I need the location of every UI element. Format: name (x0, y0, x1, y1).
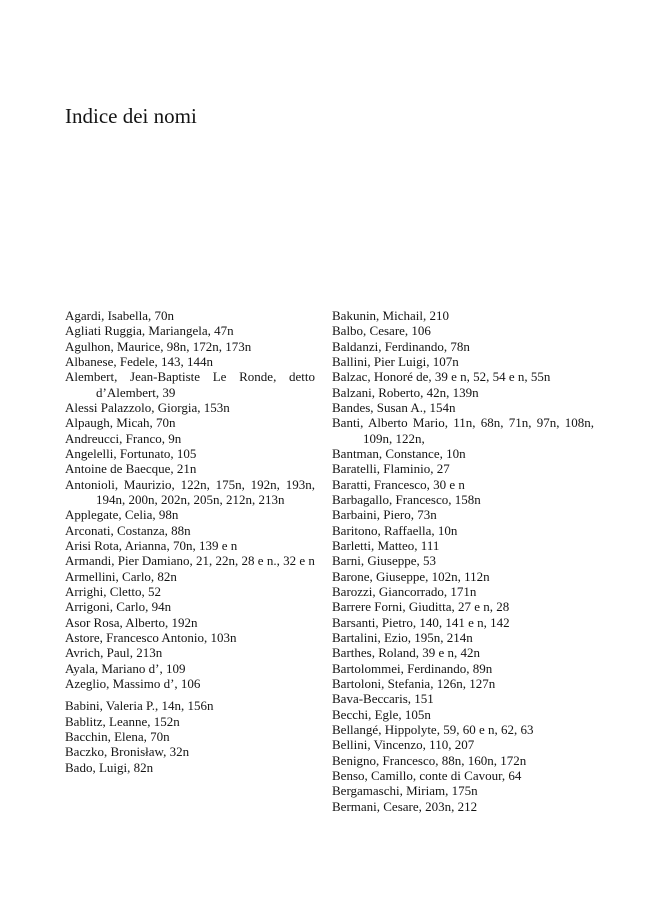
index-entry: Barbaini, Piero, 73n (332, 507, 437, 523)
index-entry: Antonioli, Maurizio, 122n, 175n, 192n, 193n, 194n, 200n, 202n, 205n, 212n, 213n (65, 476, 315, 507)
index-entry: Barrere Forni, Giuditta, 27 e n, 28 (332, 599, 510, 615)
index-entry: Bartolommei, Ferdinando, 89n (332, 660, 493, 676)
index-entry: Antoine de Baecque, 21n (65, 461, 197, 477)
index-entry: Agardi, Isabella, 70n (65, 308, 175, 323)
index-entry: Bellini, Vincenzo, 110, 207 (332, 737, 475, 753)
index-entry: Bandes, Susan A., 154n (332, 399, 456, 415)
index-entry: Alpaugh, Micah, 70n (65, 415, 176, 431)
index-entry: Arrighi, Cletto, 52 (65, 583, 162, 599)
index-entry: Andreucci, Franco, 9n (65, 430, 182, 446)
index-entry: Bartalini, Ezio, 195n, 214n (332, 629, 473, 645)
index-entry: Arrigoni, Carlo, 94n (65, 599, 172, 615)
index-entry: Avrich, Paul, 213n (65, 645, 163, 661)
index-entry: Balzac, Honoré de, 39 e n, 52, 54 e n, 55n (332, 369, 551, 385)
index-entry: Applegate, Celia, 98n (65, 507, 179, 523)
index-entry: Barsanti, Pietro, 140, 141 e n, 142 (332, 614, 510, 630)
index-entry: Benso, Camillo, conte di Cavour, 64 (332, 767, 522, 783)
index-entry: Arisi Rota, Arianna, 70n, 139 e n (65, 537, 238, 553)
index-entry: Bartoloni, Stefania, 126n, 127n (332, 675, 496, 691)
index-entry: Baczko, Bronisław, 32n (65, 744, 190, 760)
index-entry: Ballini, Pier Luigi, 107n (332, 353, 459, 369)
index-entry: Barozzi, Giancorrado, 171n (332, 583, 477, 599)
index-entry: Balzani, Roberto, 42n, 139n (332, 384, 479, 400)
index-entry: Baratelli, Flaminio, 27 (332, 461, 450, 477)
index-entry: Bellangé, Hippolyte, 59, 60 e n, 62, 63 (332, 721, 534, 737)
index-entry: Bermani, Cesare, 203n, 212 (332, 798, 478, 814)
index-entry: Alessi Palazzolo, Giorgia, 153n (65, 399, 230, 415)
index-entry: Armellini, Carlo, 82n (65, 568, 177, 584)
index-entry: Astore, Francesco Antonio, 103n (65, 629, 237, 645)
index-entry: Babini, Valeria P., 14n, 156n (65, 698, 214, 714)
index-entry: Bantman, Constance, 10n (332, 445, 466, 461)
index-entry: Barone, Giuseppe, 102n, 112n (332, 568, 490, 584)
index-entry: Bablitz, Leanne, 152n (65, 713, 180, 729)
index-column-right (332, 308, 594, 814)
index-entry: Arconati, Costanza, 88n (65, 522, 191, 538)
index-column-left (65, 308, 315, 775)
index-entry: Azeglio, Massimo d’, 106 (65, 675, 201, 691)
index-entry: Barbagallo, Francesco, 158n (332, 491, 481, 507)
index-entry: Barni, Giuseppe, 53 (332, 553, 436, 569)
index-entry: Baldanzi, Ferdinando, 78n (332, 338, 470, 354)
index-entry: Banti, Alberto Mario, 11n, 68n, 71n, 97n, 108n, 109n, 122n, (332, 415, 594, 446)
index-entry: Armandi, Pier Damiano, 21, 22n, 28 e n., 32 e n (65, 553, 315, 569)
index-entry: Alembert, Jean-Baptiste Le Ronde, detto d’Alembert, 39 (65, 369, 315, 400)
index-entry: Agulhon, Maurice, 98n, 172n, 173n (65, 338, 252, 354)
page-title: Indice dei nomi (65, 104, 197, 128)
index-entry: Ayala, Mariano d’, 109 (65, 660, 186, 676)
index-entry: Baratti, Francesco, 30 e n (332, 476, 465, 492)
index-entry: Baritono, Raffaella, 10n (332, 522, 458, 538)
index-entry: Benigno, Francesco, 88n, 160n, 172n (332, 752, 527, 768)
index-entry: Bado, Luigi, 82n (65, 759, 154, 775)
index-entry: Barthes, Roland, 39 e n, 42n (332, 645, 481, 661)
index-entry: Becchi, Egle, 105n (332, 706, 431, 722)
index-entry: Bakunin, Michail, 210 (332, 308, 449, 323)
index-entry: Angelelli, Fortunato, 105 (65, 445, 197, 461)
letter-group-separator (65, 691, 315, 698)
index-entry: Bergamaschi, Miriam, 175n (332, 783, 478, 799)
index-entry: Bava-Beccaris, 151 (332, 691, 434, 707)
index-entry: Asor Rosa, Alberto, 192n (65, 614, 198, 630)
index-entry: Agliati Ruggia, Mariangela, 47n (65, 323, 234, 339)
index-entry: Balbo, Cesare, 106 (332, 323, 431, 339)
index-entry: Albanese, Fedele, 143, 144n (65, 353, 214, 369)
index-entry: Bacchin, Elena, 70n (65, 728, 170, 744)
index-entry: Barletti, Matteo, 111 (332, 537, 440, 553)
